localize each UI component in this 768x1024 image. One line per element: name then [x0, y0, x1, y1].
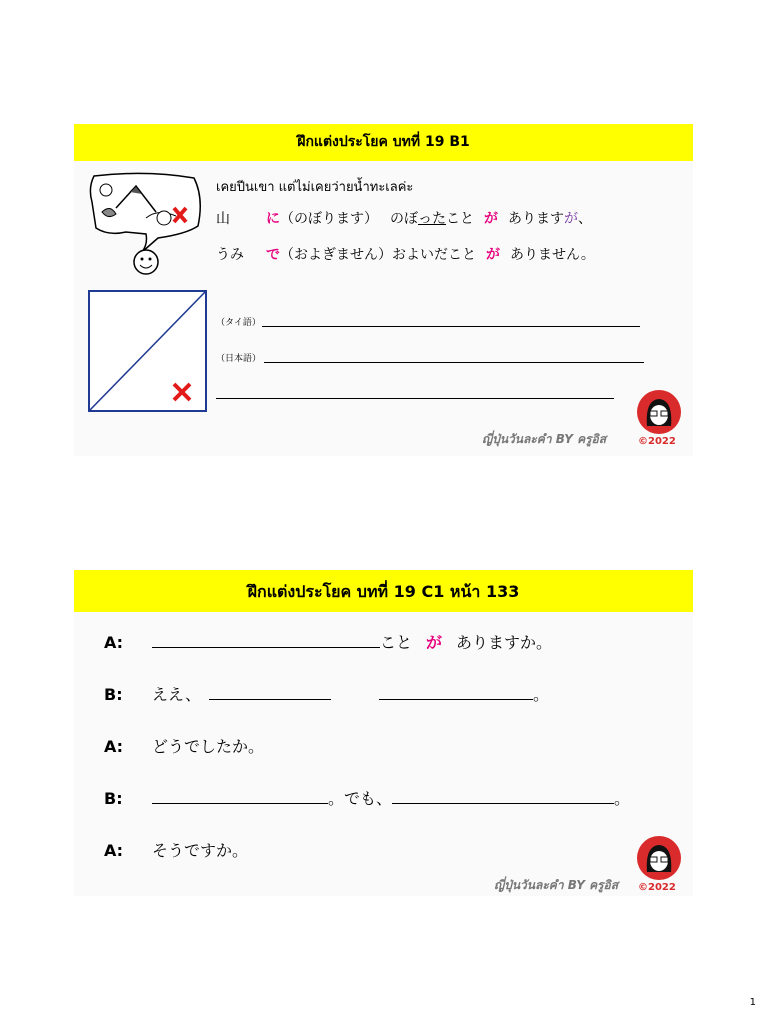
verb: およいだこと	[392, 247, 476, 263]
slide-b1	[74, 124, 693, 456]
slide-c1	[74, 570, 693, 896]
speaker: A:	[104, 737, 124, 756]
verb-underlined: った	[418, 211, 446, 227]
teacher-avatar-icon	[637, 836, 681, 880]
japanese-answer-line[interactable]	[264, 362, 644, 363]
dialog-text: ありますか。	[456, 633, 553, 652]
dialog-text: こと	[380, 633, 413, 652]
particle-ga: が	[486, 247, 500, 263]
answer-blank[interactable]	[392, 789, 614, 804]
teacher-avatar-icon	[637, 390, 681, 434]
speaker: A:	[104, 633, 124, 652]
verb-part: こと	[446, 211, 474, 227]
speaker: B:	[104, 789, 123, 808]
verb-hint: （のぼります）	[280, 211, 378, 227]
verb-hint: （およぎません）	[280, 247, 392, 263]
dialog-line-3	[104, 734, 264, 757]
footer-brand: ญี่ปุ่นวันละคำ BY ครูอิส	[482, 432, 607, 446]
noun: 山	[216, 211, 230, 227]
picture-box	[88, 290, 207, 412]
dialog-text: 。	[614, 789, 631, 808]
dialog-line-1	[104, 630, 552, 653]
noun: うみ	[216, 247, 244, 263]
thai-answer-line[interactable]	[262, 326, 640, 327]
example-line-1	[216, 208, 592, 228]
particle: で	[266, 247, 280, 263]
avatar	[637, 390, 681, 434]
particle-ga: が	[426, 633, 443, 652]
japanese-label: （日本語）	[216, 354, 262, 364]
answer-blank[interactable]	[379, 685, 533, 700]
avatar	[637, 836, 681, 880]
dialog-line-4	[104, 786, 630, 809]
dialog-text: どうでしたか。	[152, 737, 265, 756]
dialog-text: 。	[532, 685, 549, 704]
dialog-text: そうですか。	[152, 841, 249, 860]
thai-intro: เคยปีนเขา แต่ไม่เคยว่ายน้ำทะเลค่ะ	[216, 180, 414, 195]
slide-title: ฝึกแต่งประโยค บทที่ 19 B1	[74, 124, 693, 161]
copyright-year: ©2022	[638, 436, 676, 447]
particle: に	[266, 211, 280, 227]
dialog-text: ええ、	[152, 685, 201, 704]
comma: 、	[578, 211, 592, 227]
answer-blank[interactable]	[152, 789, 328, 804]
page-number: 1	[749, 997, 756, 1008]
footer-brand: ญี่ปุ่นวันละคำ BY ครูอิส	[494, 878, 619, 892]
answer-blank[interactable]	[209, 685, 331, 700]
dialog-line-2	[104, 682, 549, 705]
speaker: A:	[104, 841, 124, 860]
answer-line-3[interactable]	[216, 398, 614, 399]
particle-ga: が	[484, 211, 498, 227]
tail-ga: が	[564, 211, 578, 227]
dialog-text: 。でも、	[328, 789, 393, 808]
tail: あります	[508, 211, 564, 227]
dialog-line-5	[104, 838, 248, 861]
slide-title: ฝึกแต่งประโยค บทที่ 19 C1 หน้า 133	[74, 570, 693, 612]
speaker: B:	[104, 685, 123, 704]
copyright-year: ©2022	[638, 882, 676, 893]
verb-part: のぼ	[390, 211, 418, 227]
cartoon-illustration	[86, 168, 204, 276]
answer-blank[interactable]	[152, 633, 380, 648]
tail: ありません。	[510, 247, 595, 263]
diagonal-icon	[90, 292, 205, 410]
thai-label: （タイ語）	[216, 318, 261, 328]
example-line-2	[216, 244, 595, 264]
